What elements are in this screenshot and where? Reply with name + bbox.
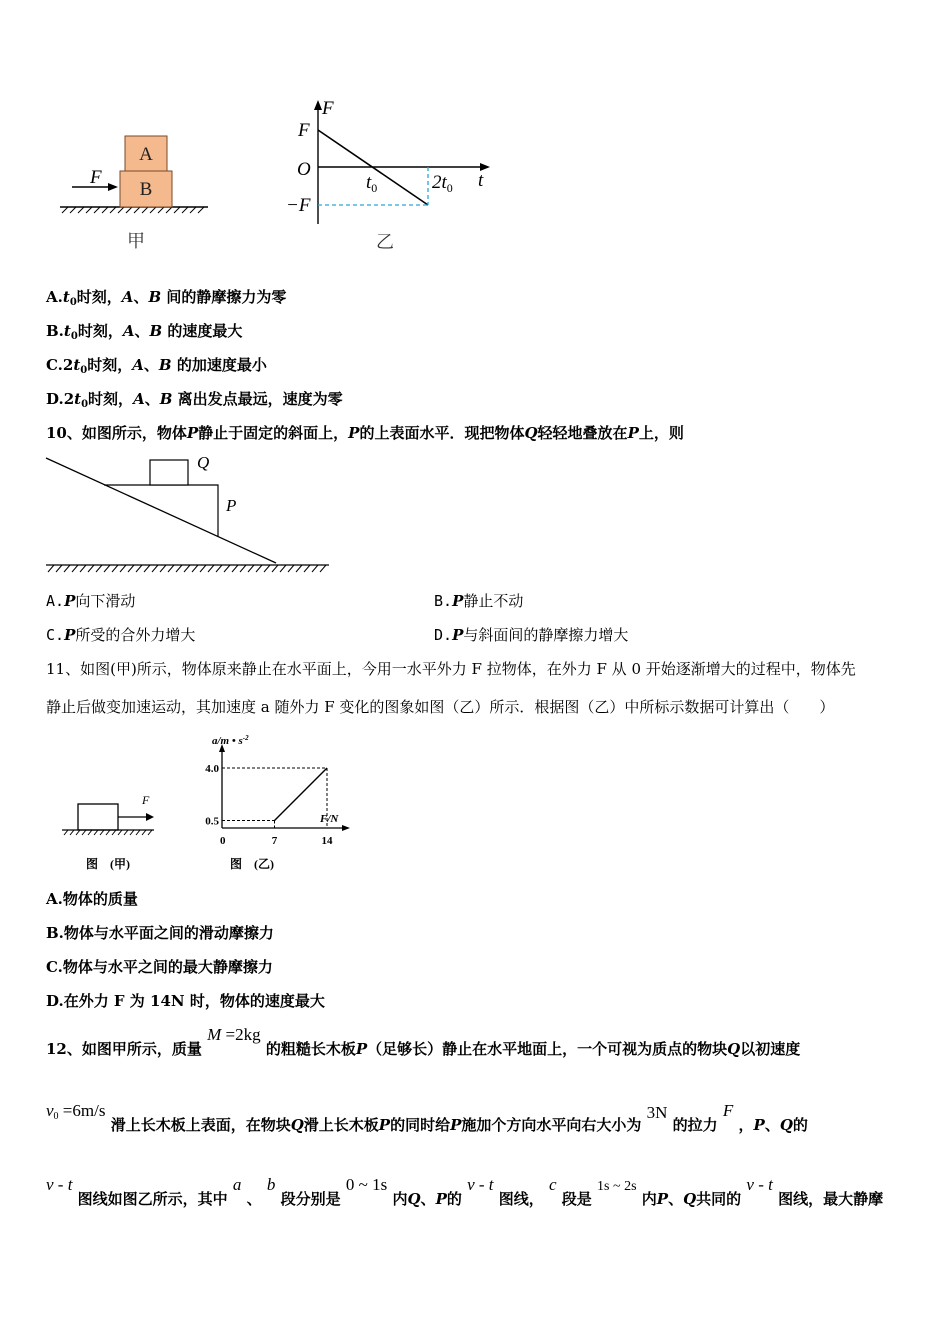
q11-x-axis-label: F/N [320,813,339,825]
q11-figure-yi-chart [190,730,360,880]
q11-caption-yi: 图 (乙) [230,857,274,871]
q11-y-axis-label: a/m • $s^{-2}$ [212,734,249,747]
q11-option-a: A.物体的质量 [46,890,138,908]
figure-jia-blocks [50,125,220,255]
q12-line3: v - t 图线如图乙所示，其中 a 、 b 段分别是 0 ~ 1s 内Q、P的 v - t 图线， c 段是 1s ~ 2s 内P、Q共同的 v - t 图线，最大静摩 [46,1175,884,1208]
two-t0-label: $2t_0$ [432,172,453,195]
caption-yi: 乙 [376,232,394,252]
neg-f-label: −F [286,195,311,216]
figure-yi-ft-graph [280,98,500,258]
q11-x-tick-label: 7 [271,835,278,847]
q12-line2: $v_0 =6m/s$ 滑上长木板上表面，在物块Q滑上长木板P的同时给P施加个方向水平向右大小为 3N 的拉力 F ，P、Q的 [46,1101,808,1134]
y-axis-label: F [322,98,334,119]
ground-hatch [60,207,208,213]
q11-option-c: C.物体与水平之间的最大静摩擦力 [46,958,273,976]
q11-origin-label: 0 [220,835,226,847]
q10-option-c: C.P所受的合外力增大 [46,626,196,644]
q11-stem-line1: 11、如图(甲)所示，物体原来静止在水平面上，今用一水平外力 F 拉物体，在外力 F 从 0 开始逐渐增大的过程中，物体先 [46,660,856,678]
block-q [150,460,188,485]
q9-option-c: $C.2t_0$时刻，A、B 的加速度最小 [46,356,267,376]
q11-caption-jia: 图 (甲) [86,857,130,871]
x-axis-label: t [478,170,484,191]
q9-option-b: $B.t_0$时刻，A、B 的速度最大 [46,322,243,342]
q10-stem: 10、如图所示，物体P静止于固定的斜面上，P的上表面水平．现把物体Q轻轻地叠放在P上，则 [46,424,684,442]
t0-label: $t_0$ [366,172,378,195]
q12-line1: 12、如图甲所示，质量 M =2kg 的粗糙长木板P（足够长）静止在水平地面上，一个可视为质点的物块Q以初速度 [46,1025,801,1058]
q11-y-tick-label: 0.5 [205,815,219,828]
q11-x-tick-label: 14 [321,835,333,847]
label-q: Q [197,453,210,472]
q10-option-a: A.P向下滑动 [46,592,136,610]
block-b-label: B [139,179,153,200]
q10-incline-figure [44,450,334,580]
block-a-label: A [139,144,153,165]
q11-force-label: F [142,793,150,807]
caption-jia: 甲 [127,231,145,251]
q10-option-b: B.P静止不动 [434,592,524,610]
q11-stem-line2: 静止后做变加速运动，其加速度 a 随外力 F 变化的图象如图（乙）所示．根据图（乙）中所标示数据可计算出（ ） [46,698,835,716]
label-p: P [226,496,237,515]
q11-ground-hatch [64,830,152,835]
force-label: F [90,167,102,188]
q9-option-a: $A.t_0$时刻，A、B 间的静摩擦力为零 [46,288,287,308]
q11-y-tick-label: 4.0 [205,763,219,775]
y-axis-arrow [314,100,322,110]
q11-figure-jia [58,790,168,875]
q11-option-b: B.物体与水平面之间的滑动摩擦力 [46,924,274,942]
origin-label: O [297,159,311,180]
force-arrowhead [108,183,118,191]
q11-block [78,804,118,830]
f-tick-label: F [298,120,310,141]
q11-force-arrowhead [146,813,154,821]
q11-x-axis-arrow [342,825,350,831]
q11-option-d: D.在外力 F 为 14N 时，物体的速度最大 [46,992,325,1010]
q10-option-d: D.P与斜面间的静摩擦力增大 [434,626,629,644]
q10-ground-hatch [46,565,329,572]
q9-option-d: $D.2t_0$时刻，A、B 离出发点最远，速度为零 [46,390,343,410]
